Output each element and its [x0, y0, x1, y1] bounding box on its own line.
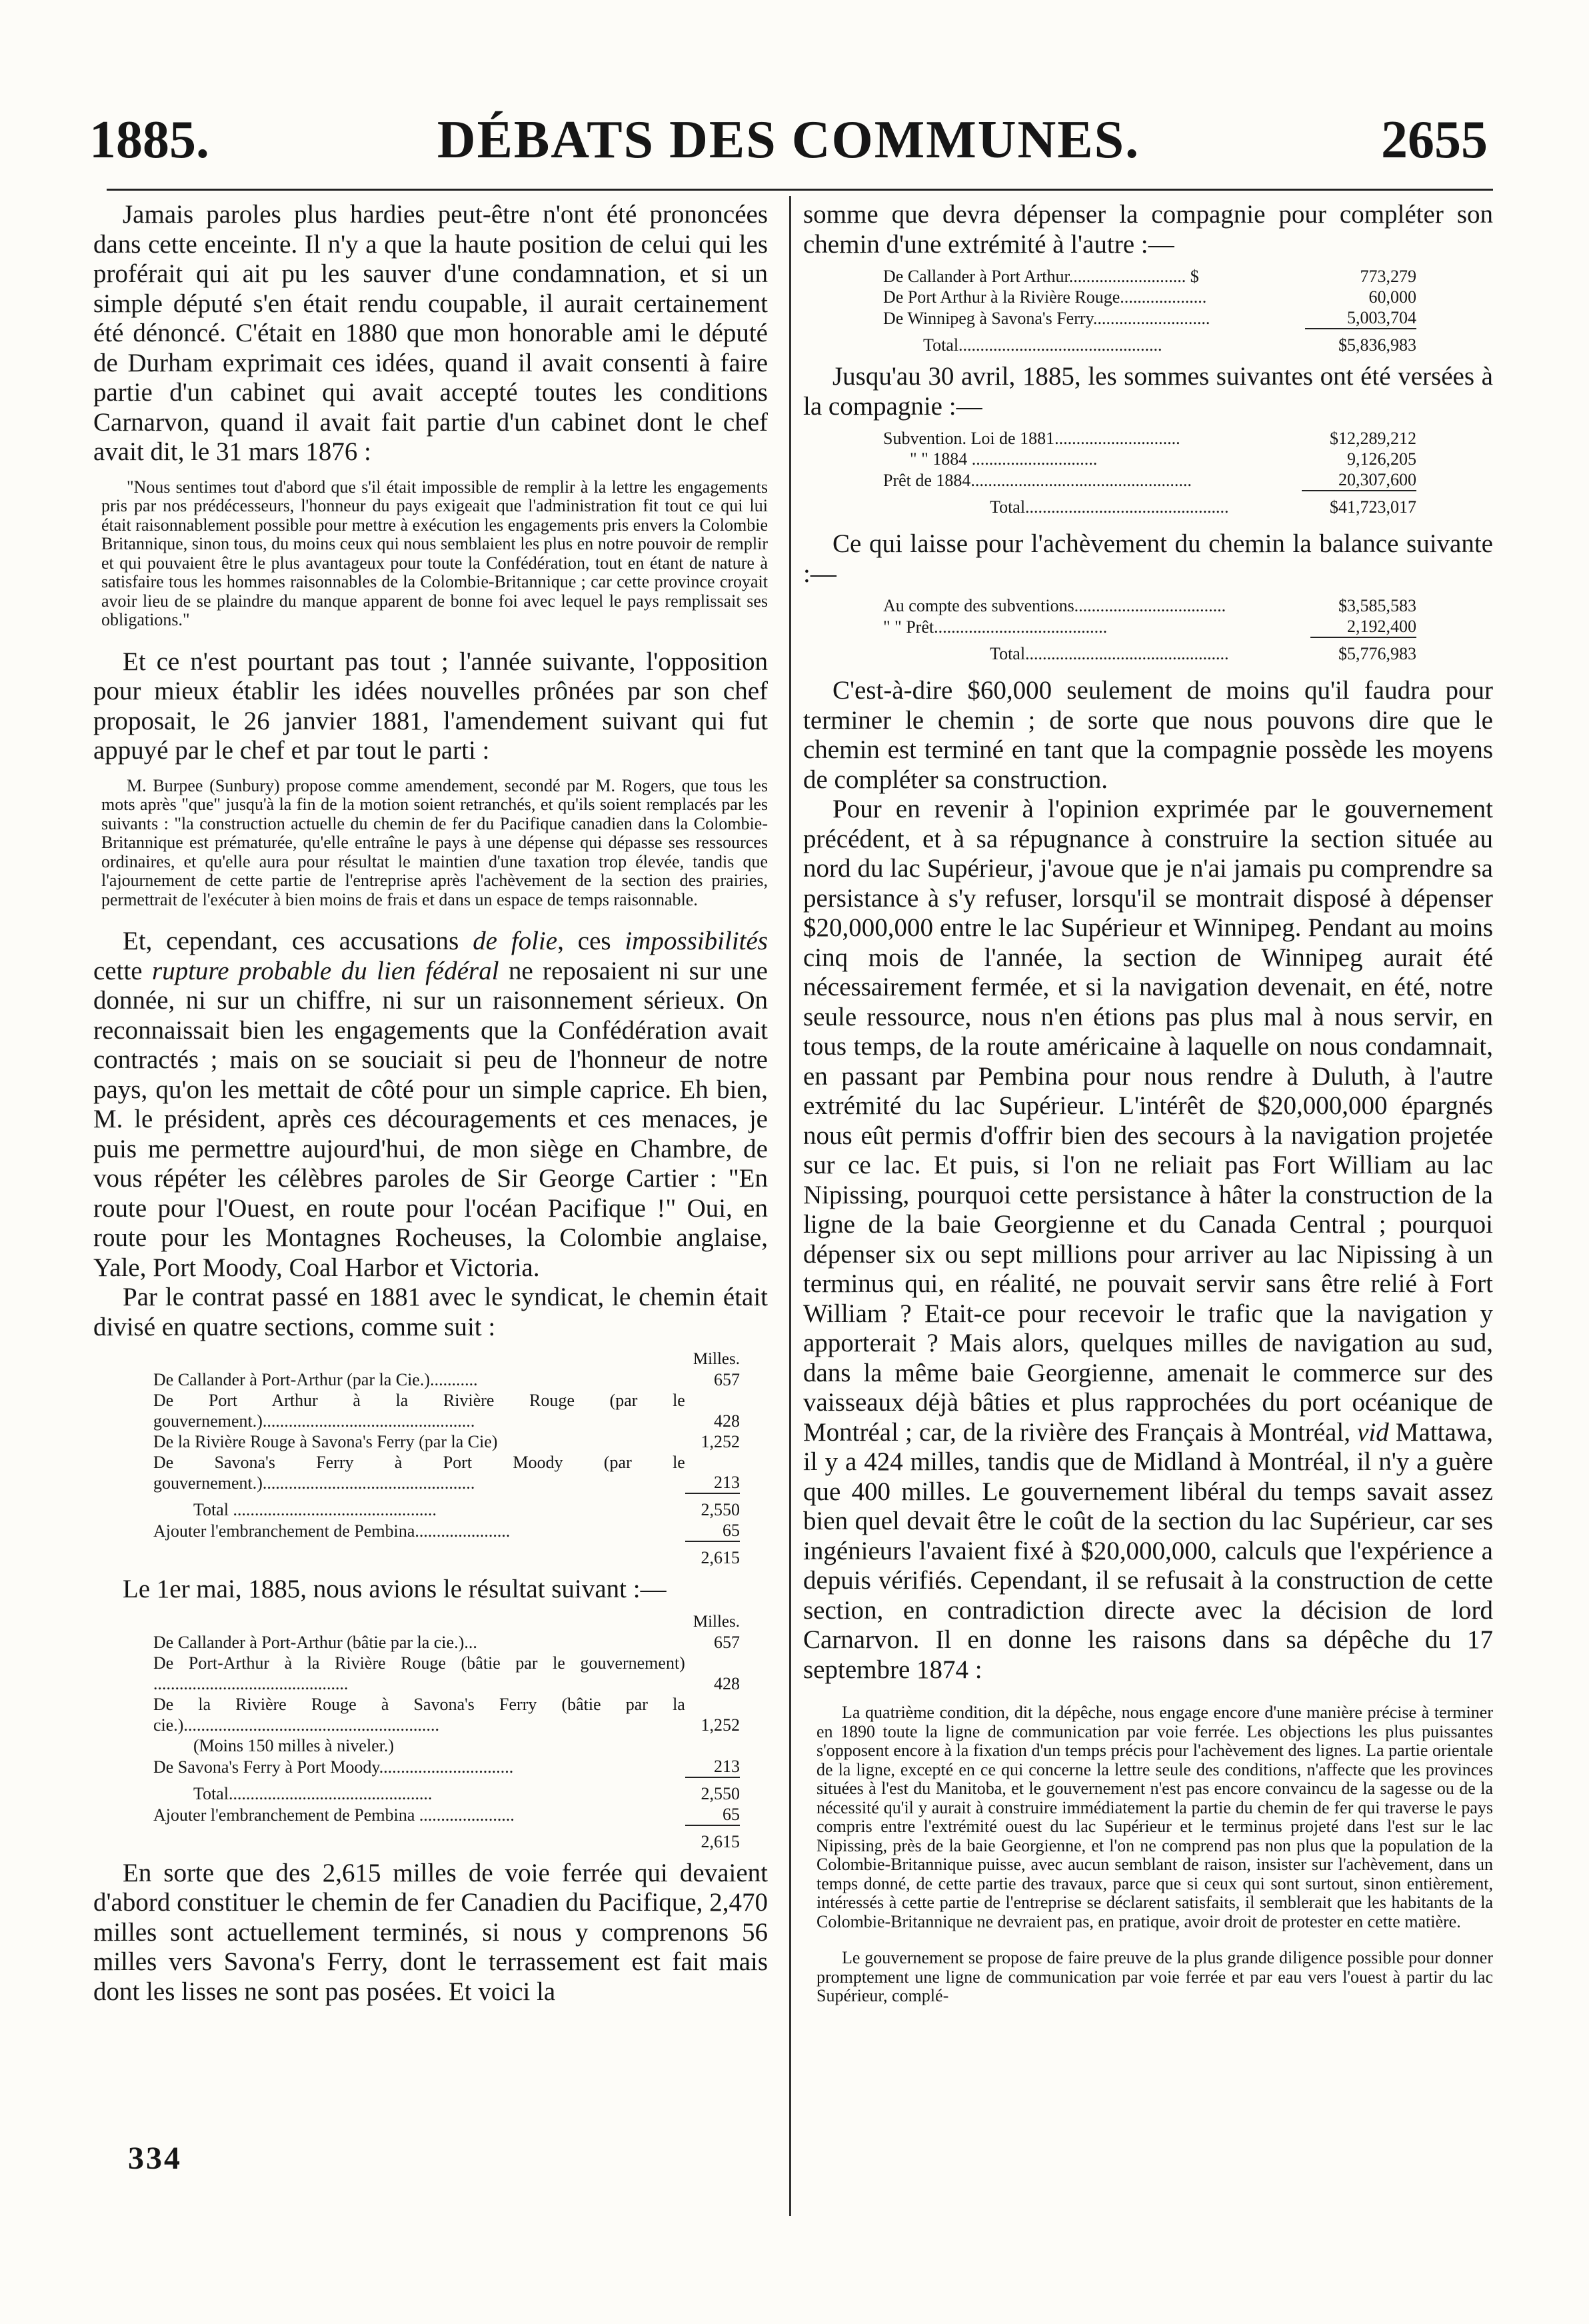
- paragraph: Par le contrat passé en 1881 avec le syndicat, le chemin était divisé en quatre sections, comme suit :: [93, 1283, 768, 1341]
- paragraph: Ce qui laisse pour l'achèvement du chemin la balance suivante :—: [803, 529, 1493, 588]
- cost-table: De Callander à Port Arthur........................... $ 773,279 De Port Arthur à la Rivière Rouge.................... 60,000 De Winnipeg à Savona's Ferry........................... 5,003,704 Total............................................... $5,836,983: [883, 267, 1416, 355]
- header-rule: [107, 189, 1493, 191]
- header-year: 1885.: [89, 111, 209, 169]
- paragraph: somme que devra dépenser la compagnie pour compléter son chemin d'une extrémité à l'autre :—: [803, 200, 1493, 259]
- paragraph: Jusqu'au 30 avril, 1885, les sommes suivantes ont été versées à la compagnie :—: [803, 362, 1493, 421]
- paragraph: Pour en revenir à l'opinion exprimée par le gouvernement précédent, et à sa répugnance à construire la section située au nord du lac Supérieur, j'avoue que je n'ai jamais pu comprendre sa persistance à s'y refuser, lorsqu'il se montrait disposé à dépenser $20,000,000 entre le lac Supérieur et Winnipeg. Pendant au moins cinq mois de l'année, la section de Winnipeg aurait été nécessairement fermée, et si la navigation devenait, en été, notre seule ressource, nous n'en étions pas plus mal à nous servir, en tous temps, de la route américaine à laquelle on nous condamnait, en passant par Pembina pour nous rendre à Duluth, à l'autre extrémité du lac Supérieur. L'intérêt de $20,000,000 épargnés nous eût permis d'offrir bien des secours à la navigation projetée sur ce lac. Et puis, si l'on ne reliait pas Fort William au lac Nipissing, pourquoi cette persistance à hâter la construction de la ligne de la baie Georgienne et du Canada Central ; pourquoi dépenser six ou sept millions pour arriver au lac Nipissing à un terminus qui, en réalité, ne pouvait servir sans être relié à Fort William ? Etait-ce pour recevoir le trafic que la navigation y apporterait ? Mais alors, quelques milles de navigation au sud, dans la même baie Georgienne, amenait le commerce sur des vaisseaux déjà bâties et plus rapprochées du port océanique de Montréal ; car, de la rivière des Français à Montréal, vid Mattawa, il y a 424 milles, tandis que de Midland à Montréal, il n'y a guère que 400 milles. Le gouvernement libéral du temps savait assez bien quel devait être le coût de la section du lac Supérieur, car ses ingénieurs l'avaient fixé à $20,000,000, calculs que l'expérience a depuis vérifiés. Cependant, il se refusait à la construction de cette section, en contradiction directe avec la décision de lord Carnarvon. Il en donne les raisons dans sa dépêche du 17 septembre 1874 :: [803, 795, 1493, 1684]
- header-page-number: 2655: [1381, 111, 1488, 169]
- signature-number: 334: [128, 2141, 182, 2176]
- left-column: [93, 200, 768, 2007]
- quotation: La quatrième condition, dit la dépêche, nous engage encore d'une manière précise à terminer en 1890 toute la ligne de communication par voie ferrée. Les objections les plus puissantes s'opposent encore à la fixation d'un temps précis pour l'achèvement des lignes. La partie orientale de la ligne, excepté en ce qui concerne la lettre seule des conditions, n'affecte que les provinces situées à l'est du Manitoba, et le gouvernement n'est pas encore convaincu de la sagesse ou de la nécessité qu'il y aurait à construire immédiatement la partie du chemin de fer qui traverse le pays compris entre l'extrémité ouest du lac Supérieur et le terminus projeté dans l'est sur le lac Nipissing, près de la baie Georgienne, et l'on ne comprend pas non plus que la population de la Colombie-Britannique puisse, avec aucun semblant de raison, insister sur l'achèvement, dans un temps donné, de cette partie des travaux, parce que si ceux qui sont surtout, sinon entièrement, intéressés à cette partie de l'entreprise se déclarent satisfaits, il semblerait que les habitants de la Colombie-Britannique ne devraient pas, en pratique, avoir droit de protester en cette matière.: [816, 1703, 1493, 1931]
- quotation: Le gouvernement se propose de faire preuve de la plus grande diligence possible pour donner promptement une ligne de communication par voie ferrée et par eau vers l'ouest à partir du lac Supérieur, complé-: [816, 1948, 1493, 2005]
- paragraph: Et ce n'est pourtant pas tout ; l'année suivante, l'opposition pour mieux établir les idées nouvelles prônées par son chef proposait, le 26 janvier 1881, l'amendement suivant qui fut appuyé par le chef et par tout le parti :: [93, 647, 768, 765]
- right-column: [803, 200, 1493, 2023]
- payments-table: Subvention. Loi de 1881............................. $12,289,212 " " 1884 ............................. 9,126,205 Prêt de 1884................................................... 20,307,600 Total............................................... $41,723,017: [883, 429, 1416, 517]
- paragraph: C'est-à-dire $60,000 seulement de moins qu'il faudra pour terminer le chemin ; de sorte que nous pouvons dire que le chemin est terminé en tant que la compagnie possède les moyens de compléter sa construction.: [803, 676, 1493, 794]
- quotation: M. Burpee (Sunbury) propose comme amendement, secondé par M. Rogers, que tous les mots après "que" jusqu'à la fin de la motion soient retranchés, et qu'ils soient remplacés par les suivants : "la construction actuelle du chemin de fer du Pacifique canadien dans la Colombie-Britannique est prématurée, qu'elle entraîne le pays à une dépense qui dépasse ses ressources ordinaires, et qu'elle aura pour résultat le maintien d'une taxation trop élevée, tandis que l'ajournement de cette partie de l'entreprise après l'achèvement de la section des prairies, permettrait de l'exécuter à bien moins de frais et dans un espace de temps raisonnable.: [101, 775, 768, 909]
- distance-table-1885: Milles. De Callander à Port-Arthur (bâtie par la cie.)... 657 De Port-Arthur à la Rivière Rouge (bâtie par le gouvernement) ............................................. 428 De la Rivière Rouge à Savona's Ferry (bâtie par la cie.)........................................................... 1,252 (Moins 150 milles à niveler.) De Savona's Ferry à Port Moody............................... 213 Total............................................... 2,550 Ajouter l'embranchement de Pembina ...................... 65 2,615: [153, 1612, 740, 1851]
- distance-table-1881: Milles. De Callander à Port-Arthur (par la Cie.)........... 657 De Port Arthur à la Rivière Rouge (par le gouvernement.)................................................. 428 De la Rivière Rouge à Savona's Ferry (par la Cie) 1,252 De Savona's Ferry à Port Moody (par le gouvernement.)................................................. 213 Total ............................................... 2,550 Ajouter l'embranchement de Pembina...................... 65 2,615: [153, 1350, 740, 1567]
- balance-table: Au compte des subventions................................... $3,585,583 " " Prêt........................................ 2,192,400 Total............................................... $5,776,983: [883, 596, 1416, 663]
- paragraph: En sorte que des 2,615 milles de voie ferrée qui devaient d'abord constituer le chemin de fer Canadien du Pacifique, 2,470 milles sont actuellement terminés, si nous y comprenons 56 milles vers Savona's Ferry, dont le terrassement est fait mais dont les lisses ne sont pas posées. Et voici la: [93, 1858, 768, 2006]
- paragraph: Et, cependant, ces accusations de folie, ces impossibilités cette rupture probable du lien fédéral ne reposaient ni sur une donnée, ni sur un chiffre, ni sur un raisonnement sérieux. On reconnaissait bien les engagements que la Confédération avait contractés ; mais on se souciait si peu de l'honneur de notre pays, qu'on les mettait de côté pour un simple caprice. Eh bien, M. le président, après ces découragements et ces menaces, je puis me permettre aujourd'hui, de mon siège en Chambre, de vous répéter les célèbres paroles de Sir George Cartier : "En route pour l'Ouest, en route pour l'océan Pacifique !" Oui, en route pour les Montagnes Rocheuses, la Colombie anglaise, Yale, Port Moody, Coal Harbor et Victoria.: [93, 927, 768, 1282]
- paragraph: Jamais paroles plus hardies peut-être n'ont été prononcées dans cette enceinte. Il n'y a que la haute position de celui qui les proférait qui ait pu les sauver d'une condamnation, et si un simple député s'en était rendu coupable, il aurait certainement été dénoncé. C'était en 1880 que mon honorable ami le député de Durham exprimait ces idées, quand il avait consenti à faire partie d'un cabinet qui avait accepté toutes les conditions Carnarvon, quand il avait fait partie d'un cabinet dont le chef avait dit, le 31 mars 1876 :: [93, 200, 768, 466]
- column-divider: [789, 196, 791, 2216]
- paragraph: Le 1er mai, 1885, nous avions le résultat suivant :—: [123, 1575, 667, 1603]
- header-title: DÉBATS DES COMMUNES.: [437, 111, 1140, 169]
- running-header: [85, 107, 1492, 180]
- quotation: "Nous sentimes tout d'abord que s'il était impossible de remplir à la lettre les engagements pris par nos prédécesseurs, l'honneur du pays exigeait que l'administration fit tout ce qui lui était raisonnablement possible pour mettre à exécution les engagements pris envers la Colombie Britannique, sinon tous, du moins ceux qui nous semblaient les plus en notre pouvoir de remplir et qui pouvaient être le plus avantageux pour toute la Confédération, tout en étant de nature à satisfaire tous les hommes raisonnables de la Colombie-Britannique ; car cette province croyait avoir lieu de se plaindre du manque apparent de bonne foi avec lequel le pays remplissait ses obligations.": [101, 477, 768, 629]
